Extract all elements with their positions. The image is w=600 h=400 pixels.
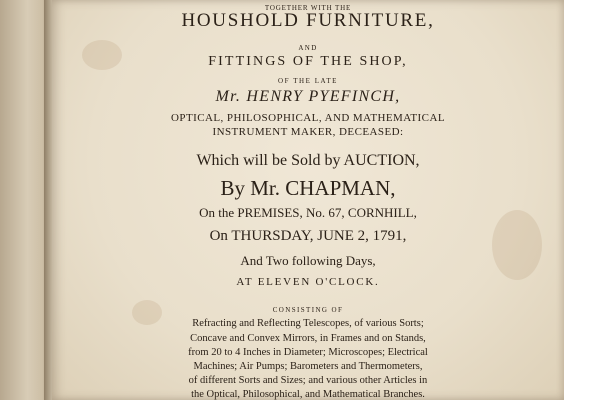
facing-page [0, 0, 50, 400]
line-consisting-of: CONSISTING OF [272, 306, 344, 314]
line-henry-pyefinch: Mr. HENRY PYEFINCH, [215, 88, 401, 105]
line-items-6: the Optical, Philosophical, and Mathematical Branches. [191, 389, 425, 400]
line-items-5: of different Sorts and Sizes; and various other Articles in [188, 375, 428, 386]
line-following-days: And Two following Days, [240, 253, 376, 268]
line-houshold-furniture: HOUSHOLD FURNITURE, [181, 10, 435, 31]
line-time: AT ELEVEN O'CLOCK. [236, 276, 380, 288]
line-items-4: Machines; Air Pumps; Barometers and Thermometers, [193, 361, 423, 372]
line-date: On THURSDAY, JUNE 2, 1791, [209, 228, 407, 244]
line-items-2: Concave and Convex Mirrors, in Frames and on Stands, [190, 333, 426, 344]
line-together-with: TOGETHER WITH THE [264, 4, 352, 12]
line-items-3: from 20 to 4 Inches in Diameter; Microscopes; Electrical [188, 347, 428, 358]
line-items-1: Refracting and Reflecting Telescopes, of various Sorts; [192, 318, 424, 329]
catalogue-title-page [52, 0, 564, 400]
line-sold-by-auction: Which will be Sold by AUCTION, [196, 152, 420, 169]
line-by-mr-chapman: By Mr. CHAPMAN, [220, 176, 396, 200]
line-instrument-maker: INSTRUMENT MAKER, DECEASED: [212, 126, 404, 138]
line-instrument-types: OPTICAL, PHILOSOPHICAL, AND MATHEMATICAL [171, 112, 445, 124]
scan-background [564, 0, 600, 400]
line-and: AND [298, 44, 318, 52]
line-premises: On the PREMISES, No. 67, CORNHILL, [199, 205, 417, 220]
line-fittings-of-the-shop: FITTINGS OF THE SHOP, [208, 54, 408, 69]
line-of-the-late: OF THE LATE [278, 77, 338, 85]
